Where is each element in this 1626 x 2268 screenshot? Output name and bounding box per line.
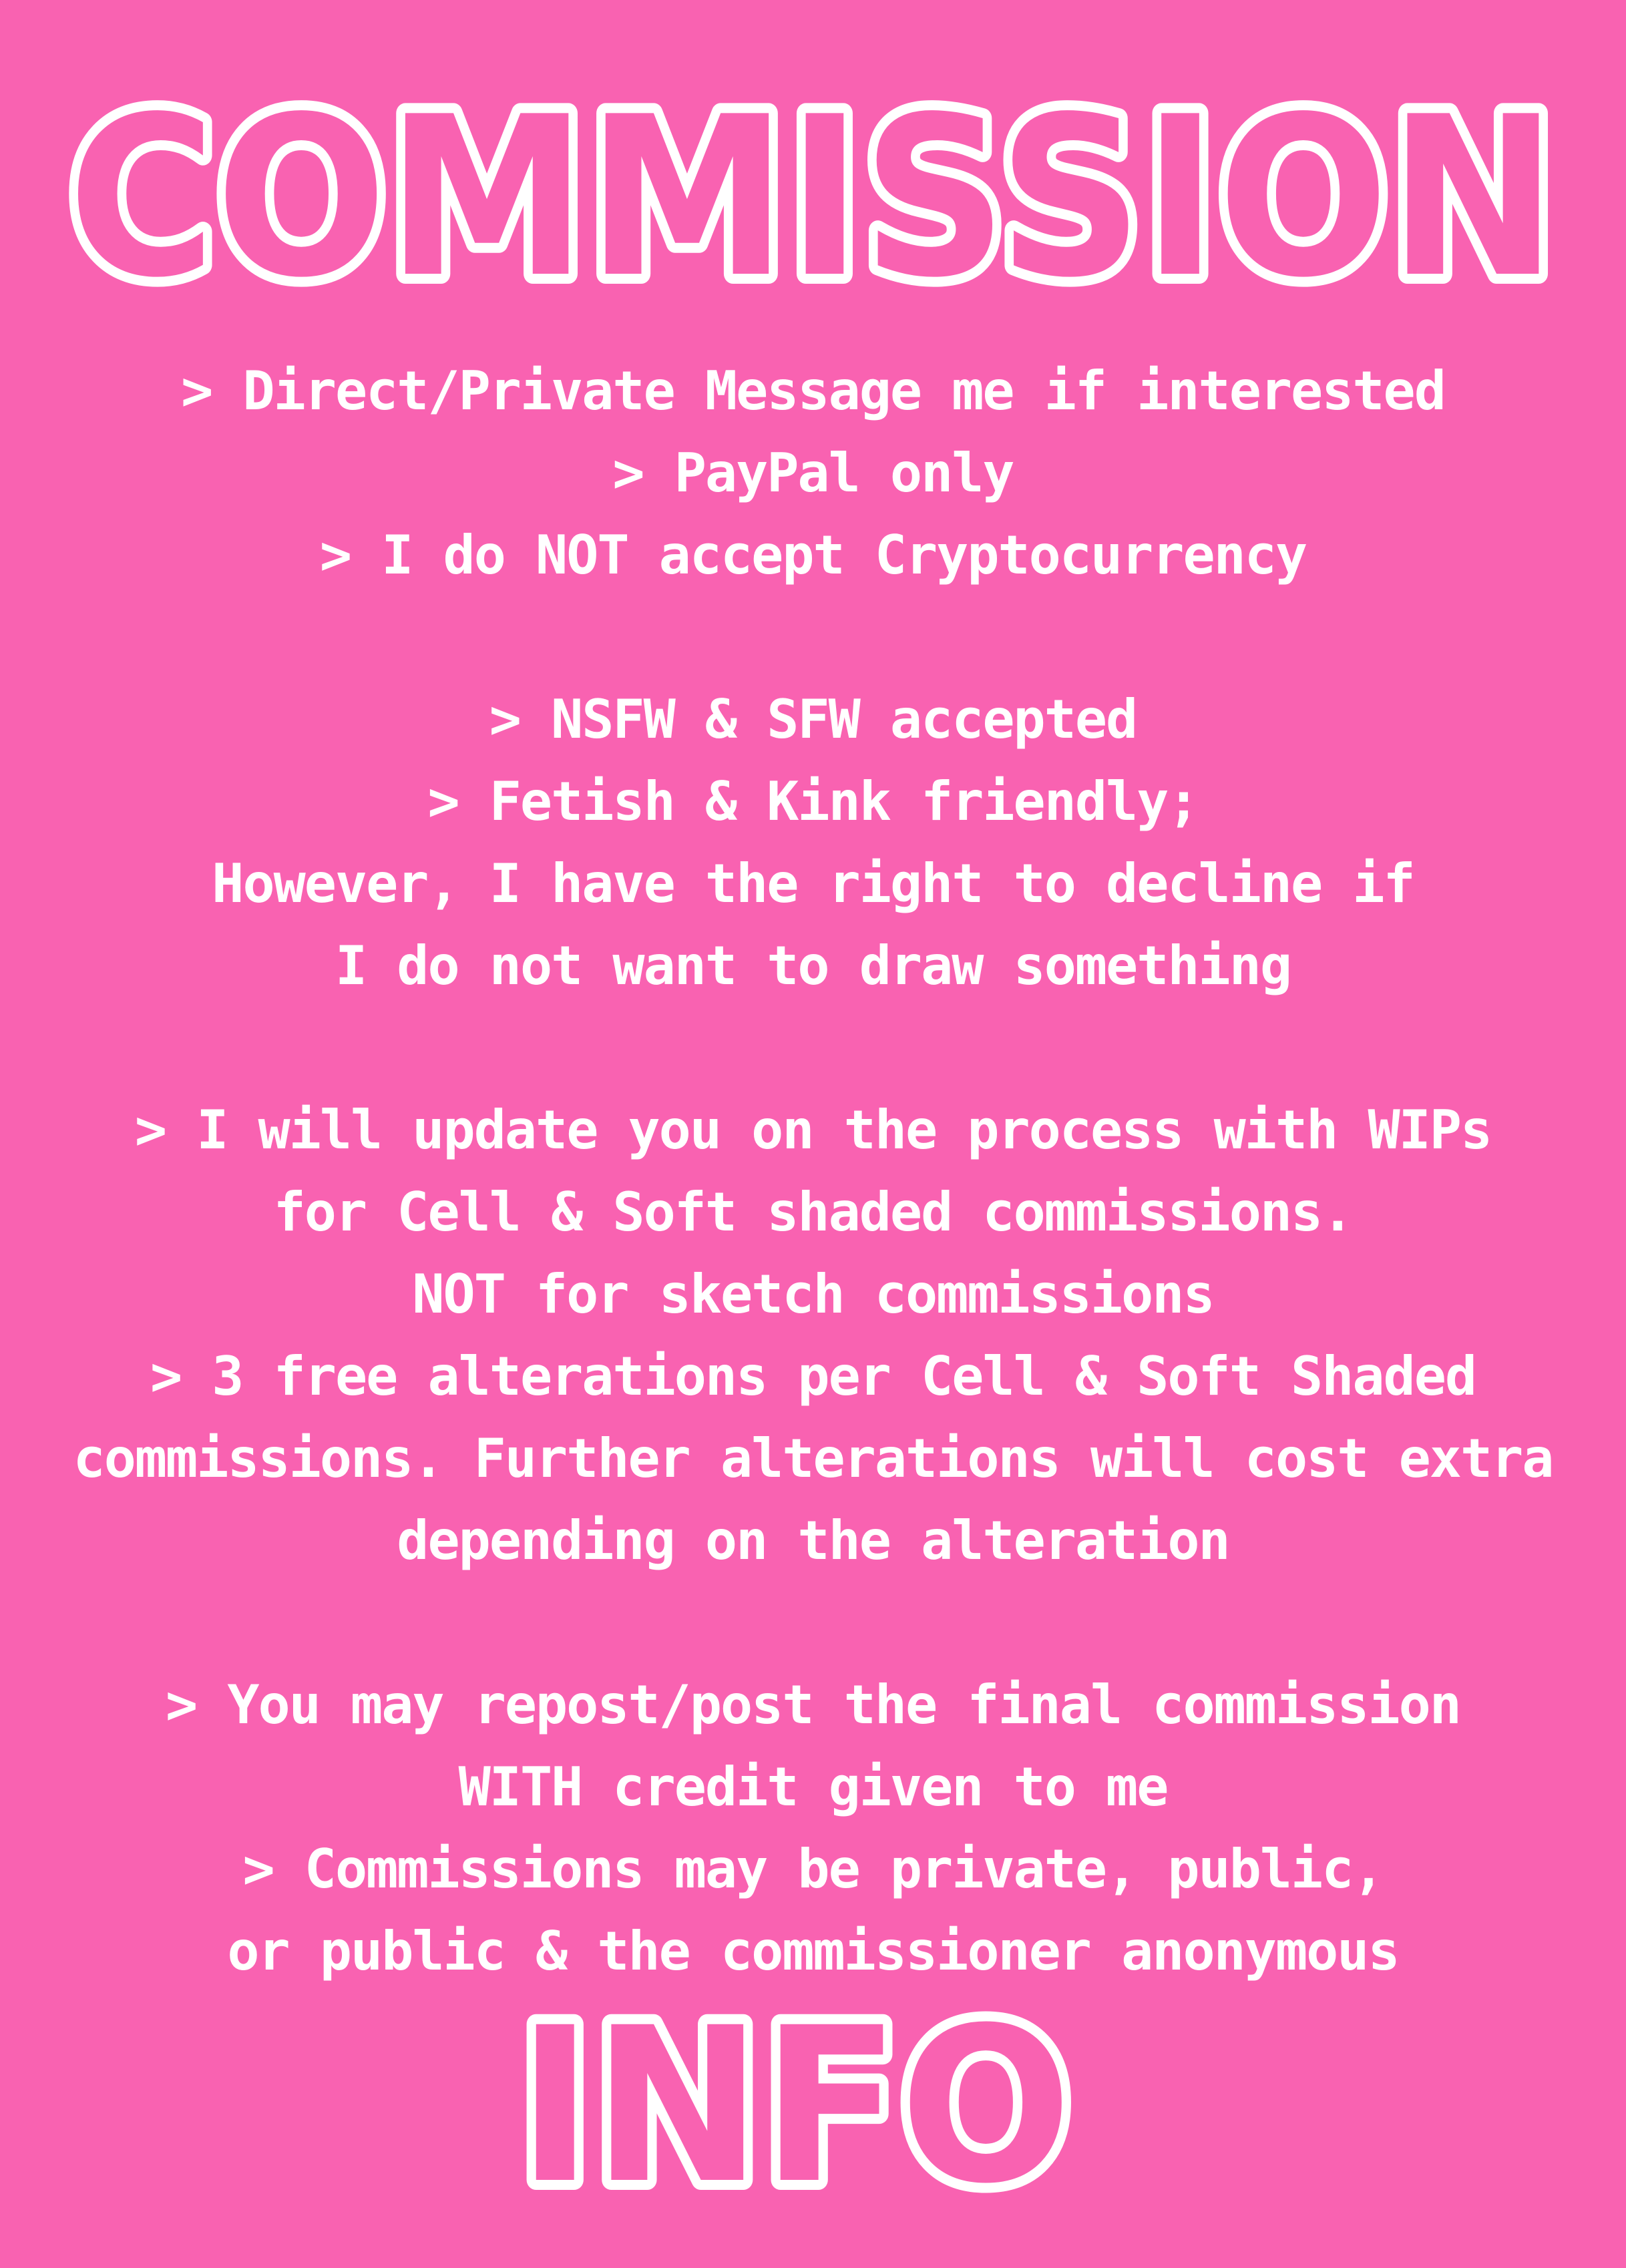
rule-line: for Cell & Soft shaded commissions. [273,1181,1353,1243]
rule-line: > Fetish & Kink friendly; [427,770,1199,833]
commission-title-graphic [0,69,1626,326]
commission-title-text: COMMISSION [68,69,1557,326]
commission-rules [0,350,1626,1992]
rule-line: > PayPal only [612,442,1014,504]
rule-line: > Direct/Private Message me if interested [181,360,1445,422]
rule-line: or public & the commissioner anonymous [227,1920,1399,1982]
rule-line: > NSFW & SFW accepted [489,688,1137,750]
info-title-text: INFO [518,1982,1072,2231]
rule-line: > 3 free alterations per Cell & Soft Shaded [150,1345,1476,1407]
rule-line: > Commissions may be private, public, [242,1838,1384,1900]
rule-line: > I will update you on the process with WIPs [134,1099,1492,1161]
info-title [0,1982,1626,2231]
commission-title [0,69,1626,326]
rule-line: WITH credit given to me [458,1756,1168,1818]
rule-line: I do not want to draw something [335,935,1291,997]
rule-line: > I do NOT accept Cryptocurrency [319,524,1307,586]
info-title-graphic [0,1982,1626,2231]
rule-line: > You may repost/post the final commission [166,1674,1460,1736]
rule-line: However, I have the right to decline if [212,853,1414,915]
rule-line: commissions. Further alterations will cost extra [73,1427,1553,1490]
rule-line: depending on the alteration [397,1510,1229,1572]
rule-line: NOT for sketch commissions [412,1263,1214,1325]
blank-line [0,596,1626,678]
blank-line [0,1582,1626,1664]
blank-line [0,1007,1626,1089]
